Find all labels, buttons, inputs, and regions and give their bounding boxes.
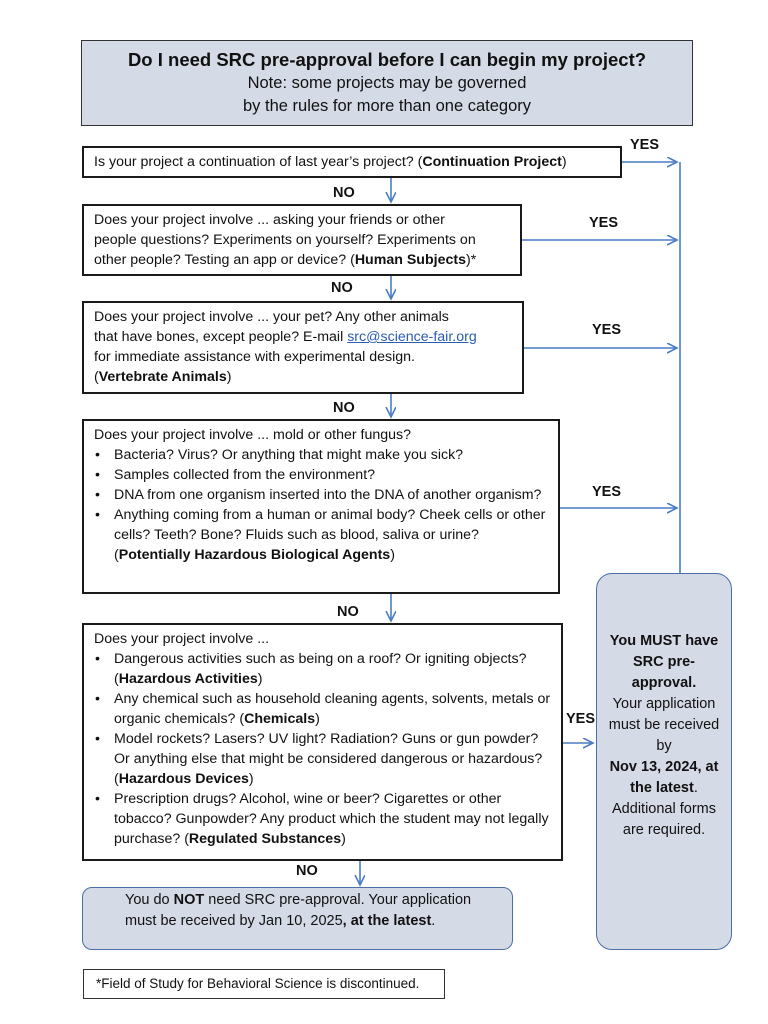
category-label: Vertebrate Animals	[98, 369, 227, 385]
category-label: Hazardous Devices	[118, 771, 249, 787]
list-item: • Bacteria? Virus? Or anything that might make you sick?	[94, 445, 548, 465]
list-item: • Dangerous activities such as being on a roof? Or igniting objects? (Hazardous Activities)	[94, 649, 551, 689]
category-label: Potentially Hazardous Biological Agents	[118, 547, 391, 563]
must-approval-heading: You MUST have SRC pre-approval.	[609, 633, 719, 691]
list-item: • Samples collected from the environment?	[94, 465, 548, 485]
no-label-1: NO	[333, 185, 355, 201]
category-label: Hazardous Activities	[118, 671, 258, 687]
no-approval-box: You do NOT need SRC pre-approval. Your application must be received by Jan 10, 2025, at the latest.	[82, 887, 513, 950]
no-label-4: NO	[337, 604, 359, 620]
list-item: • Any chemical such as household cleaning agents, solvents, metals or organic chemicals? (Chemicals)	[94, 689, 551, 729]
question-continuation: Is your project a continuation of last year’s project? (Continuation Project)	[82, 146, 622, 178]
must-approval-note: . Additional forms are required.	[612, 780, 716, 838]
title-note-line-1: Note: some projects may be governed	[247, 74, 527, 92]
question-vertebrate-animals: Does your project involve ... your pet? Any other animals that have bones, except people? E-mail src@science-fair.org for immediate assistance with experimental design. (Vertebrate Animals)	[82, 301, 524, 394]
no-label-3: NO	[333, 400, 355, 416]
list-item: • Model rockets? Lasers? UV light? Radiation? Guns or gun powder? Or anything else that might be considered dangerous or hazardous? (Hazardous Devices)	[94, 729, 551, 789]
question-hazardous: Does your project involve ... • Dangerous activities such as being on a roof? Or igniting objects? (Hazardous Activities) • Any chemical such as household cleaning agents, solvents, metals or organic chemicals? (Chemicals) • Model rockets? Lasers? UV light? Radiation? Guns or gun powder? Or anything else that might be considered dangerous or hazardous? (Hazardous Devices) • Prescription drugs? Alcohol, wine or beer? Cigarettes or other tobacco? Gunpowder? Any product which the student may not legally purchase? (Regulated Substances)	[82, 623, 563, 861]
email-link[interactable]: src@science-fair.org	[347, 329, 477, 345]
question-biological-agents: Does your project involve ... mold or other fungus? • Bacteria? Virus? Or anything that might make you sick? • Samples collected from the environment? • DNA from one organism inserted into the DNA of another organism? • Anything coming from a human or animal body? Cheek cells or other cells? Teeth? Bone? Fluids such as blood, saliva or urine? (Potentially Hazardous Biological Agents)	[82, 419, 560, 594]
list-item: • DNA from one organism inserted into the DNA of another organism?	[94, 485, 548, 505]
no-label-5: NO	[296, 863, 318, 879]
yes-label-biological: YES	[592, 484, 622, 500]
list-item: • Prescription drugs? Alcohol, wine or beer? Cigarettes or other tobacco? Gunpowder? Any product which the student may not legally purchase? (Regulated Substances)	[94, 789, 551, 849]
question-text: Is your project a continuation of last year’s project? (	[94, 154, 423, 170]
list-item: • Anything coming from a human or animal body? Cheek cells or other cells? Teeth? Bone? Fluids such as blood, saliva or urine?	[94, 505, 548, 545]
category-label: Human Subjects	[354, 252, 466, 268]
category-label: Chemicals	[244, 711, 316, 727]
footnote: *Field of Study for Behavioral Science is discontinued.	[83, 969, 445, 999]
yes-label-vertebrate: YES	[592, 322, 622, 338]
question-human-subjects: Does your project involve ... asking your friends or other people questions? Experiments on yourself? Experiments on other people? Testing an app or device? (Human Subjects)*	[82, 204, 522, 276]
category-label: Regulated Substances	[188, 831, 342, 847]
not-emphasis: NOT	[173, 892, 205, 908]
yes-label-human-subjects: YES	[589, 215, 619, 231]
page-title: Do I need SRC pre-approval before I can begin my project?	[127, 49, 647, 70]
title-note-line-2: by the rules for more than one category	[243, 97, 531, 115]
category-label: Continuation Project	[422, 154, 562, 170]
no-label-2: NO	[331, 280, 353, 296]
yes-label-hazardous: YES	[566, 711, 596, 727]
yes-label-continuation: YES	[630, 137, 660, 153]
must-approval-deadline: Nov 13, 2024, at the latest	[609, 759, 719, 796]
must-approval-text: Your application must be received by	[608, 696, 720, 754]
